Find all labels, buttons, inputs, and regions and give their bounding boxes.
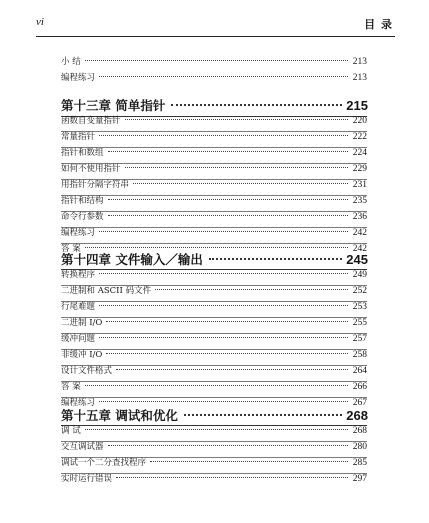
entry-title: 小 结 xyxy=(61,57,81,67)
dot-leader xyxy=(116,477,348,478)
dot-leader xyxy=(108,199,348,200)
dot-leader xyxy=(108,215,348,216)
dot-leader xyxy=(108,445,348,446)
toc-entry[interactable] xyxy=(61,299,367,315)
chapter-page: 245 xyxy=(346,252,368,267)
entry-title: 如何不使用指针 xyxy=(61,164,121,174)
entry-title: 编程练习 xyxy=(61,228,96,238)
entry-title: 非缓冲 I/O xyxy=(61,350,103,360)
entry-title: 函数自变量指针 xyxy=(61,116,121,126)
toc-entry[interactable] xyxy=(61,331,367,347)
dot-leader xyxy=(171,104,342,106)
toc-entry[interactable] xyxy=(61,423,367,439)
entry-title: 答 案 xyxy=(61,244,81,254)
entry-page: 249 xyxy=(352,270,367,280)
toc-entry[interactable] xyxy=(61,379,367,395)
dot-leader xyxy=(209,258,342,260)
entry-page: 242 xyxy=(352,228,367,238)
entry-title: 编程练习 xyxy=(61,73,96,83)
entry-title: 设计文件格式 xyxy=(61,366,113,376)
toc-entry[interactable] xyxy=(61,145,367,161)
chapter-title: 第十三章 简单指针 xyxy=(61,98,166,113)
entry-page: 252 xyxy=(352,286,367,296)
entry-page: 253 xyxy=(352,302,367,312)
dot-leader xyxy=(150,461,348,462)
toc-entry[interactable] xyxy=(61,177,367,193)
entry-page: 213 xyxy=(352,57,367,67)
entry-title: 常量指针 xyxy=(61,132,96,142)
dot-leader xyxy=(106,353,348,354)
entry-page: 267 xyxy=(352,398,367,408)
entry-page: 229 xyxy=(352,164,367,174)
section-title: 目 录 xyxy=(364,18,393,31)
dot-leader xyxy=(85,247,348,248)
entry-title: 行尾难题 xyxy=(61,302,96,312)
entry-title: 转换程序 xyxy=(61,270,96,280)
entry-title: 命令行参数 xyxy=(61,212,104,222)
toc-entry[interactable] xyxy=(61,363,367,379)
toc-entry[interactable] xyxy=(61,161,367,177)
dot-leader xyxy=(155,289,348,290)
toc-entry[interactable] xyxy=(61,283,367,299)
entry-title: 指针和数组 xyxy=(61,148,104,158)
entry-title: 调试一个二分查找程序 xyxy=(61,458,147,468)
entry-page: 285 xyxy=(352,458,367,468)
toc-entry[interactable] xyxy=(61,113,367,129)
dot-leader xyxy=(125,167,348,168)
dot-leader xyxy=(125,119,348,120)
entry-title: 二进制 I/O xyxy=(61,318,103,328)
dot-leader xyxy=(99,231,348,232)
page-number: vi xyxy=(36,16,44,28)
dot-leader xyxy=(85,60,348,61)
entry-page: 268 xyxy=(352,426,367,436)
toc-entry[interactable] xyxy=(61,267,367,283)
toc-entry[interactable] xyxy=(61,455,367,471)
entry-title: 调 试 xyxy=(61,426,81,436)
toc-entry[interactable] xyxy=(61,439,367,455)
entry-page: 220 xyxy=(352,116,367,126)
entry-page: 235 xyxy=(352,196,367,206)
dot-leader xyxy=(99,337,348,338)
toc-entry[interactable] xyxy=(61,471,367,487)
toc-entry[interactable] xyxy=(61,225,367,241)
chapter-title: 第十四章 文件输入／输出 xyxy=(61,252,203,267)
entry-page: 224 xyxy=(352,148,367,158)
entry-title: 编程练习 xyxy=(61,398,96,408)
dot-leader xyxy=(99,273,348,274)
entry-page: 242 xyxy=(352,244,367,254)
entry-page: 257 xyxy=(352,334,367,344)
chapter-title: 第十五章 调试和优化 xyxy=(61,408,178,423)
entry-title: 二进制和 ASCII 码文件 xyxy=(61,286,152,296)
page-header xyxy=(36,16,395,37)
toc-entry[interactable] xyxy=(61,193,367,209)
dot-leader xyxy=(133,183,348,184)
dot-leader xyxy=(106,321,348,322)
toc-entry[interactable] xyxy=(61,70,367,86)
entry-page: 280 xyxy=(352,442,367,452)
dot-leader xyxy=(99,401,348,402)
entry-page: 236 xyxy=(352,212,367,222)
entry-title: 交互调试器 xyxy=(61,442,104,452)
dot-leader xyxy=(184,414,342,416)
entry-page: 264 xyxy=(352,366,367,376)
chapter-page: 268 xyxy=(346,408,368,423)
toc-entry[interactable] xyxy=(61,209,367,225)
toc-entry[interactable] xyxy=(61,54,367,70)
entry-page: 213 xyxy=(352,73,367,83)
toc-entry[interactable] xyxy=(61,129,367,145)
entry-title: 用指针分隔字符串 xyxy=(61,180,130,190)
dot-leader xyxy=(116,369,348,370)
dot-leader xyxy=(108,151,348,152)
toc-entry[interactable] xyxy=(61,347,367,363)
entry-page: 266 xyxy=(352,382,367,392)
entry-title: 实时运行错误 xyxy=(61,474,113,484)
entry-page: 297 xyxy=(352,474,367,484)
dot-leader xyxy=(99,76,348,77)
dot-leader xyxy=(99,135,348,136)
dot-leader xyxy=(85,429,348,430)
entry-page: 222 xyxy=(352,132,367,142)
entry-page: 231 xyxy=(352,180,367,190)
entry-page: 258 xyxy=(352,350,367,360)
entry-title: 指针和结构 xyxy=(61,196,104,206)
chapter-page: 215 xyxy=(346,98,368,113)
entry-title: 答 案 xyxy=(61,382,81,392)
entry-page: 255 xyxy=(352,318,367,328)
dot-leader xyxy=(99,305,348,306)
toc-entry[interactable] xyxy=(61,315,367,331)
entry-title: 缓冲问题 xyxy=(61,334,96,344)
dot-leader xyxy=(85,385,348,386)
